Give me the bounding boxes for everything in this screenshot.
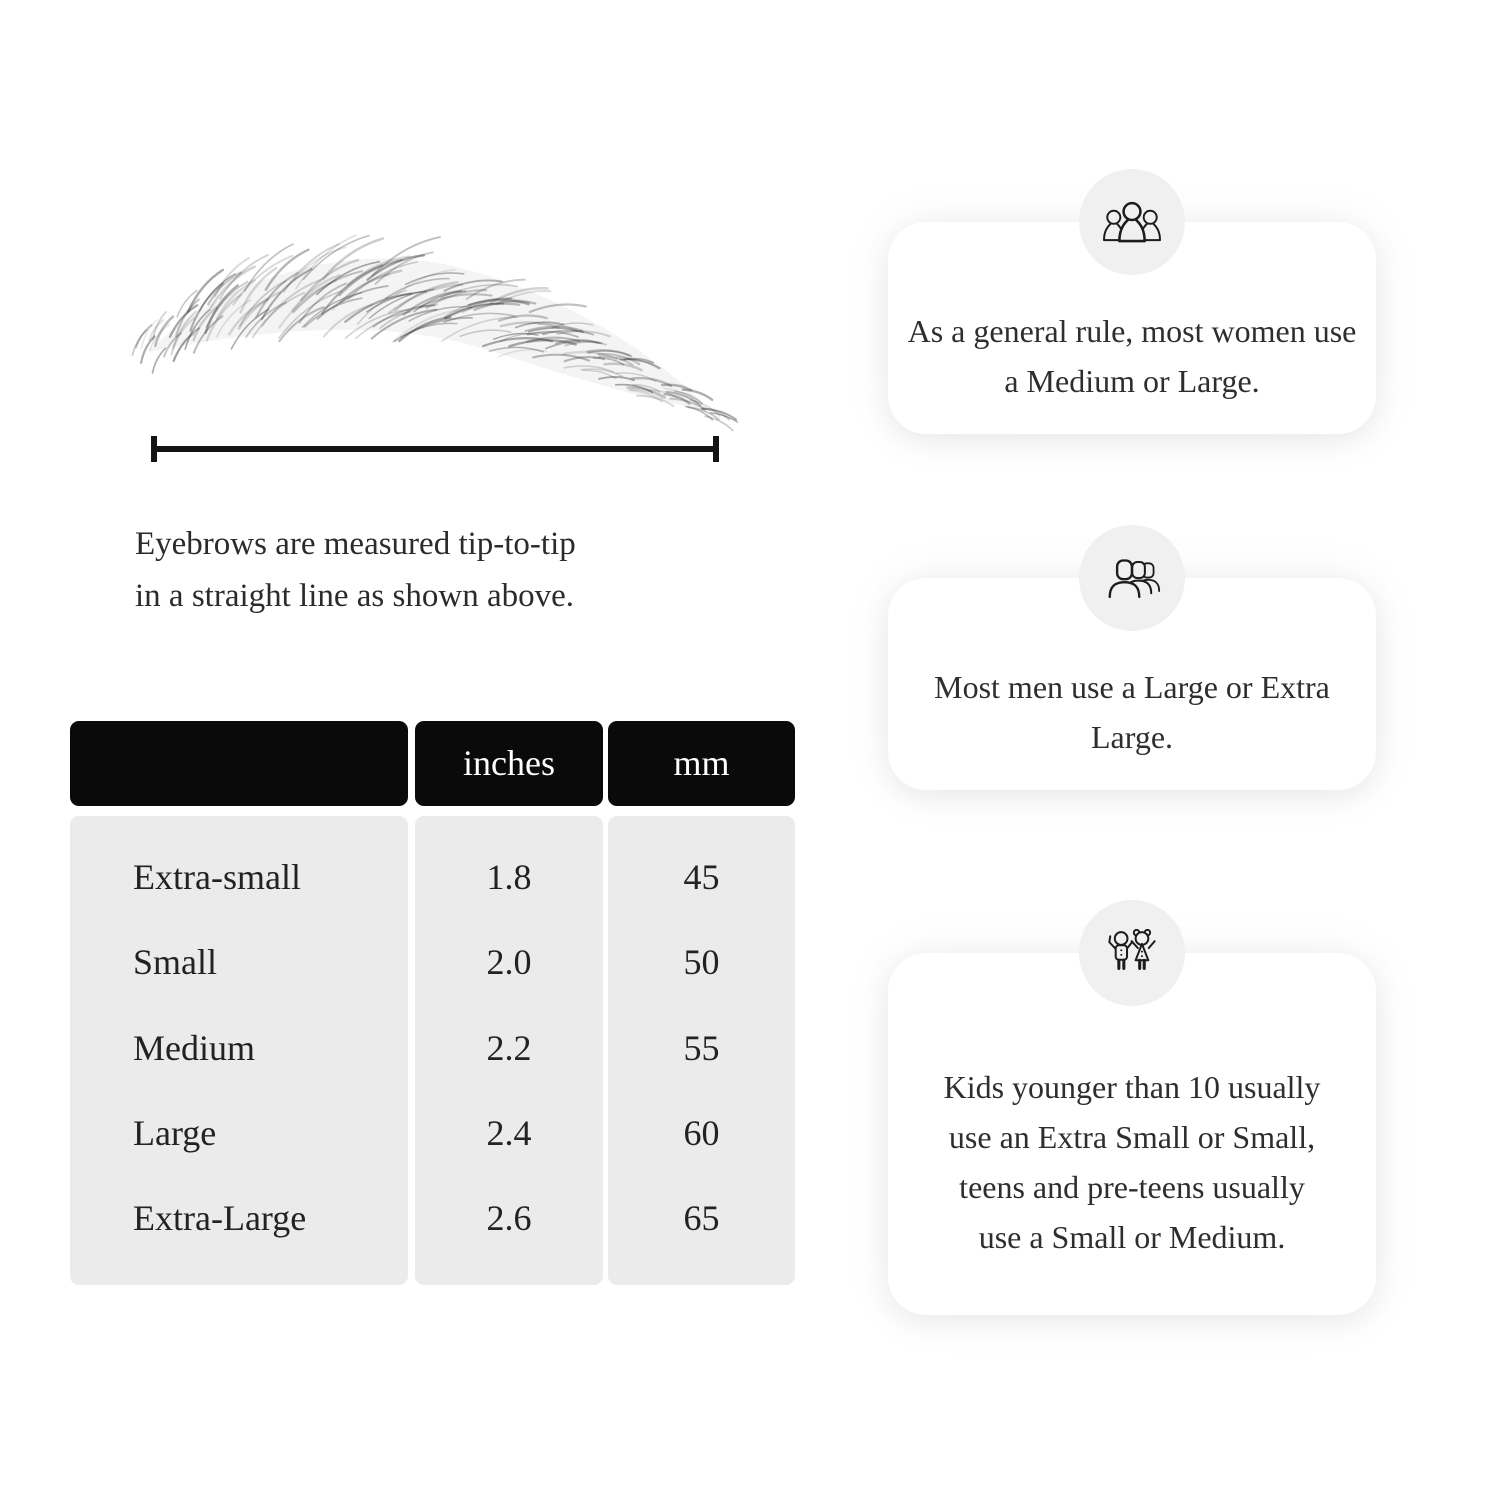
- mm-value: 45: [683, 856, 720, 897]
- size-table-header-mm: mm: [608, 721, 795, 806]
- women-icon-circle: [1079, 169, 1185, 275]
- women-group-icon: [1101, 199, 1163, 245]
- measurement-line-bar: [157, 446, 713, 452]
- inches-value: 2.2: [486, 1027, 532, 1068]
- size-label: Small: [133, 942, 218, 983]
- kids-icon: [1103, 929, 1161, 977]
- inches-value: 2.6: [486, 1198, 532, 1239]
- size-table-mm-column: [608, 721, 795, 1286]
- caption-line-1: Eyebrows are measured tip-to-tip: [135, 526, 576, 562]
- mm-value: 65: [683, 1198, 720, 1239]
- size-label: Extra-Large: [133, 1198, 307, 1239]
- size-table: [70, 721, 795, 1286]
- size-table-inches-column: [415, 721, 603, 1286]
- size-table-label-column: [70, 721, 408, 1286]
- eyebrow-illustration: [108, 212, 738, 447]
- size-label: Medium: [133, 1027, 255, 1068]
- men-group-icon: [1102, 556, 1162, 601]
- men-icon-circle: [1079, 525, 1185, 631]
- inches-value: 2.0: [486, 942, 532, 983]
- measurement-caption: [135, 518, 755, 622]
- inches-value: 2.4: [486, 1112, 532, 1153]
- size-table-header-blank: [70, 721, 408, 806]
- size-table-label-body: [70, 816, 408, 1285]
- size-label: Large: [133, 1112, 217, 1153]
- info-card-men: [888, 578, 1376, 790]
- mm-value: 55: [683, 1027, 720, 1068]
- info-card-women: [888, 222, 1376, 434]
- measurement-line: [151, 436, 719, 462]
- kids-icon-circle: [1079, 900, 1185, 1006]
- caption-line-2: in a straight line as shown above.: [135, 578, 574, 614]
- size-label: Extra-small: [133, 856, 301, 897]
- size-table-mm-body: [608, 816, 795, 1285]
- card-text-women: As a general rule, most women use a Medium or Large.: [907, 312, 1357, 399]
- mm-value: 60: [683, 1112, 720, 1153]
- card-text-men: Most men use a Large or Extra Large.: [934, 668, 1330, 755]
- size-table-header-inches: inches: [415, 721, 603, 806]
- info-card-kids: [888, 953, 1376, 1315]
- card-text-kids: Kids younger than 10 usually use an Extra Small or Small, teens and pre-teens usually use a Small or Medium.: [943, 1068, 1321, 1255]
- inches-value: 1.8: [486, 856, 532, 897]
- eyebrow-sketch: [108, 212, 738, 447]
- mm-value: 50: [683, 942, 720, 983]
- size-table-inches-body: [415, 816, 603, 1285]
